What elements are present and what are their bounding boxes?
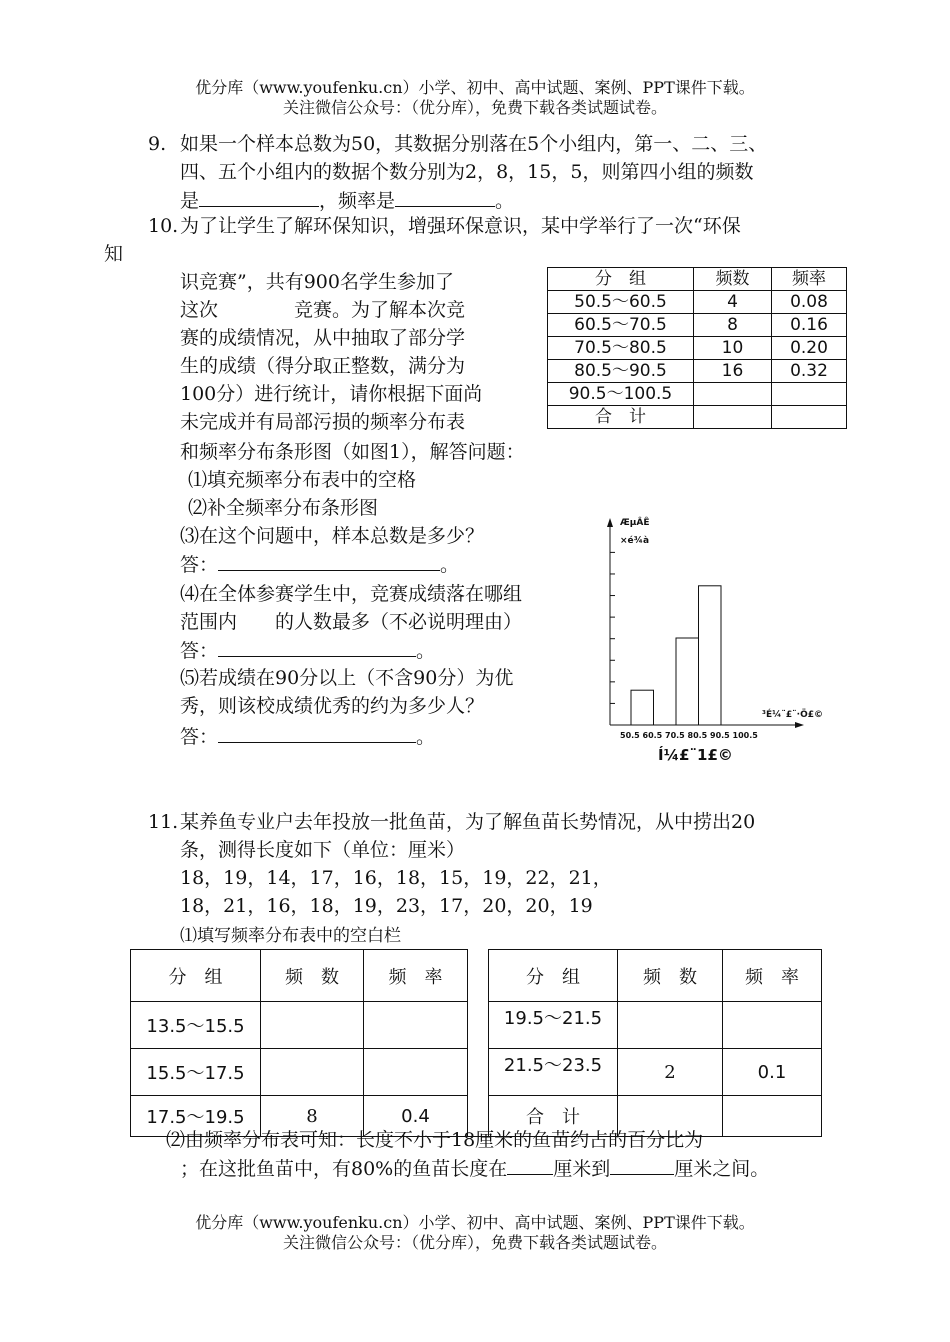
q11-sub2-line2: [180, 1154, 769, 1183]
table-cell: 2: [618, 1049, 723, 1096]
q11-number: 11.: [148, 811, 179, 833]
header-count: 频 数: [618, 950, 723, 1002]
q11-sub2-text: 厘米到: [553, 1158, 611, 1180]
header-rate: 频 率: [723, 950, 822, 1002]
answer-label: 答：: [180, 554, 219, 576]
q10-sub3: ⑶在这个问题中，样本总数是多少？: [180, 525, 485, 547]
table-row: [548, 314, 847, 337]
page-footer-line2: 关注微信公众号：（优分库），免费下载各类试题试卷。: [282, 1233, 667, 1252]
table-cell-blank[interactable]: [364, 1002, 468, 1049]
page-header-line1: 优分库（www.youfenku.cn）小学、初中、高中试题、案例、PPT课件下载。: [195, 78, 755, 97]
x-tick-label: 50.5: [620, 731, 640, 740]
x-tick-label: 60.5: [642, 731, 663, 740]
table-cell: 60.5～70.5: [548, 314, 694, 337]
q10-paragraph-line: 100分）进行统计，请你根据下面尚: [180, 383, 483, 405]
q10-answer5-blank[interactable]: [218, 722, 416, 743]
table-cell: 70.5～80.5: [548, 337, 694, 360]
q10-sub2: ⑵补全频率分布条形图: [188, 497, 379, 519]
table-row: [548, 406, 847, 429]
q10-answer4-blank[interactable]: [218, 636, 416, 657]
q9-frequency-blank[interactable]: [199, 186, 319, 207]
table-cell: 合 计: [548, 406, 694, 429]
table-header-row: [131, 950, 822, 1002]
q10-line1: 为了让学生了解环保知识，增强环保意识，某中学举行了一次“环保: [180, 215, 741, 237]
q10-paragraph-line: 生的成绩（得分取正整数，满分为: [180, 355, 466, 377]
q9-line1: 如果一个样本总数为50，其数据分别落在5个小组内，第一、二、三、: [180, 133, 768, 155]
table-cell-blank[interactable]: [723, 1002, 822, 1049]
chart-caption: Í¼£¨1£©: [658, 746, 733, 764]
table-row: [548, 291, 847, 314]
table-row: [548, 337, 847, 360]
answer-label: 答：: [180, 640, 219, 662]
table-cell: [489, 1049, 618, 1096]
q9-text-c: 。: [495, 190, 515, 212]
bar-80.5-90.5: [699, 586, 722, 725]
table-cell: 16: [694, 360, 772, 383]
table-gap: [468, 950, 489, 1002]
q10-frequency-table: [547, 267, 847, 429]
q11-length-from-blank[interactable]: [507, 1154, 553, 1175]
q9-number: 9.: [148, 133, 167, 155]
table-cell: 10: [694, 337, 772, 360]
q9-line2: 四、五个小组内的数据个数分别为2，8，15，5，则第四小组的频数: [180, 161, 754, 183]
q10-line1-wrap: 知: [104, 243, 124, 265]
bar-70.5-80.5: [676, 638, 699, 725]
period: 。: [416, 726, 436, 748]
period: 。: [416, 640, 436, 662]
table-cell-blank[interactable]: [723, 1096, 822, 1137]
y-axis-label-line1: ÆµÂÊ: [620, 518, 650, 528]
q10-sub4-line2: 范围内 的人数最多（不必说明理由）: [180, 611, 523, 633]
q10-sub4-line1: ⑷在全体参赛学生中，竞赛成绩落在哪组: [180, 583, 523, 605]
table-cell: 17.5～19.5: [131, 1096, 261, 1137]
table-cell: [489, 1002, 618, 1049]
q9-text-a: 是: [180, 190, 200, 212]
table-cell: 13.5～15.5: [131, 1002, 261, 1049]
table-cell: 0.4: [364, 1096, 468, 1137]
header-group: 分 组: [548, 268, 694, 291]
table-row: [548, 360, 847, 383]
header-count: 频数: [694, 268, 772, 291]
q10-sub5-line1: ⑸若成绩在90分以上（不含90分）为优: [180, 667, 514, 689]
header-group: 分 组: [489, 950, 618, 1002]
y-axis-label-line2: ×é¾à: [620, 536, 650, 546]
q9-rate-blank[interactable]: [395, 186, 495, 207]
table-cell-blank[interactable]: [618, 1002, 723, 1049]
x-tick-label: 100.5: [732, 731, 758, 740]
q10-number: 10.: [148, 215, 179, 237]
table-cell: 15.5～17.5: [131, 1049, 261, 1096]
q11-sub2-text: 厘米之间。: [674, 1158, 770, 1180]
table-cell: 0.20: [772, 337, 847, 360]
q10-answer3-blank[interactable]: [218, 550, 440, 571]
q10-paragraph-line: 识竞赛”，共有900名学生参加了: [180, 271, 454, 293]
table-cell-text: 21.5～23.5: [503, 1055, 603, 1076]
table-cell: 0.32: [772, 360, 847, 383]
q10-paragraph-line: 这次 竞赛。为了解本次竞: [180, 299, 466, 321]
table-row: [131, 1002, 822, 1049]
table-cell: 0.1: [723, 1049, 822, 1096]
x-tick-label: 80.5: [687, 731, 708, 740]
q11-sub1: ⑴填写频率分布表中的空白栏: [180, 926, 401, 946]
table-cell: 90.5～100.5: [548, 383, 694, 406]
q10-frequency-bar-chart: [590, 505, 850, 770]
table-cell-blank[interactable]: [261, 1049, 364, 1096]
q10-paragraph-line: 未完成并有局部污损的频率分布表: [180, 411, 466, 433]
q10-answer5: [180, 722, 435, 751]
table-header-row: [548, 268, 847, 291]
header-count: 频 数: [261, 950, 364, 1002]
header-rate: 频 率: [364, 950, 468, 1002]
q11-data2: 18，21，16，18，19，23，17，20，20，19: [180, 895, 593, 917]
table-row: [131, 1049, 822, 1096]
header-group: 分 组: [131, 950, 261, 1002]
q11-data1: 18，19，14，17，16，18，15，19，22，21，: [180, 867, 612, 889]
answer-label: 答：: [180, 726, 219, 748]
q11-frequency-table: [130, 949, 822, 1137]
q10-sub1: ⑴填充频率分布表中的空格: [188, 469, 417, 491]
q10-paragraph-line: 赛的成绩情况，从中抽取了部分学: [180, 327, 466, 349]
table-cell: 4: [694, 291, 772, 314]
q9-line3: [180, 186, 514, 215]
period: 。: [440, 554, 460, 576]
q10-answer4: [180, 636, 435, 665]
q11-sub2-line1: ⑵由频率分布表可知：长度不小于18厘米的鱼苗约占的百分比为: [166, 1129, 704, 1151]
table-cell: 0.16: [772, 314, 847, 337]
table-cell: 合 计: [489, 1096, 618, 1137]
table-cell-blank[interactable]: [694, 406, 772, 429]
q11-length-to-blank[interactable]: [610, 1154, 674, 1175]
q11-line1: 某养鱼专业户去年投放一批鱼苗，为了解鱼苗长势情况，从中捞出20: [180, 811, 756, 833]
table-cell-blank[interactable]: [772, 383, 847, 406]
bar-50.5-60.5: [631, 690, 654, 725]
x-tick-label: 70.5: [665, 731, 685, 740]
q10-answer3: [180, 550, 459, 579]
table-cell: 0.08: [772, 291, 847, 314]
page-header-line2: 关注微信公众号：（优分库），免费下载各类试题试卷。: [282, 98, 667, 117]
table-cell-blank[interactable]: [261, 1002, 364, 1049]
table-cell-blank[interactable]: [694, 383, 772, 406]
y-axis-arrow: [607, 518, 613, 527]
table-cell-blank[interactable]: [364, 1049, 468, 1096]
header-rate: 频率: [772, 268, 847, 291]
table-cell: 80.5～90.5: [548, 360, 694, 383]
q11-line2: 条，测得长度如下（单位：厘米）: [180, 839, 466, 861]
x-axis-arrow: [795, 722, 804, 728]
table-row: [548, 383, 847, 406]
q10-sub5-line2: 秀，则该校成绩优秀的约为多少人？: [180, 695, 485, 717]
table-cell: 8: [694, 314, 772, 337]
q10-paragraph-line: 和频率分布条形图（如图1），解答问题：: [180, 441, 525, 463]
table-cell-blank[interactable]: [772, 406, 847, 429]
q11-sub2-text: ；在这批鱼苗中，有80%的鱼苗长度在: [180, 1158, 508, 1180]
table-gap: [468, 1049, 489, 1096]
x-axis-label: ³É¼¨£¨·Ö£©: [762, 710, 824, 720]
table-cell: 50.5～60.5: [548, 291, 694, 314]
table-cell-text: 19.5～21.5: [503, 1008, 603, 1029]
table-cell: 8: [261, 1096, 364, 1137]
page-footer-line1: 优分库（www.youfenku.cn）小学、初中、高中试题、案例、PPT课件下载。: [195, 1213, 755, 1232]
q9-text-b: ，频率是: [319, 190, 396, 212]
table-gap: [468, 1002, 489, 1049]
x-tick-label: 90.5: [710, 731, 730, 740]
